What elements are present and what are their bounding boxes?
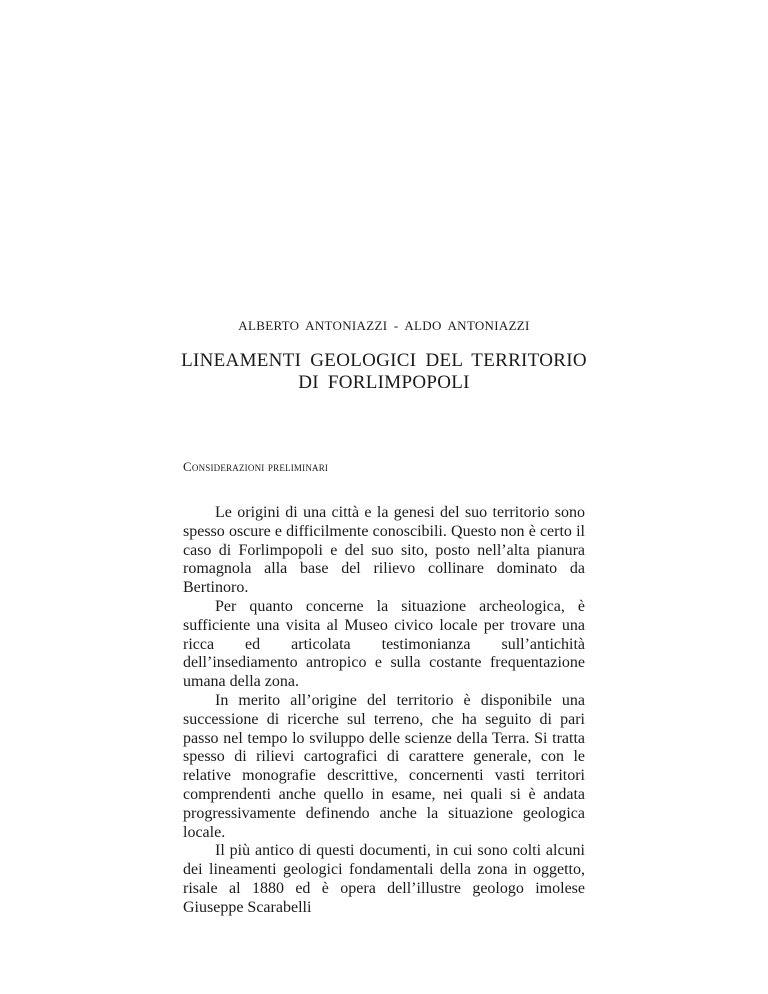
section-heading: Considerazioni preliminari (183, 459, 329, 474)
paragraph: Le origini di una città e la genesi del suo territorio sono spesso oscure e difficilmente conoscibili. Questo non è certo il caso di Forlimpopoli e del suo sito, posto nell’alta pianura romagnola alla base del rilievo collinare dominato da Bertinoro. (183, 504, 585, 597)
article-title-line-2: DI FORLIMPOPOLI (298, 372, 470, 393)
paragraph: Per quanto concerne la situazione archeologica, è sufficiente una visita al Museo civico locale per trovare una ricca ed articolata testimonianza sull’antichità dell’insediamento antropico e sulla costante frequentazione umana della zona. (183, 597, 585, 691)
paragraph: In merito all’origine del territorio è disponibile una successione di ricerche sul terreno, che ha seguito di pari passo nel tempo lo sviluppo delle scienze della Terra. Si tratta spesso di rilievi cartografici di carattere generale, con le relative monografie descrittive, concernenti vasti territori comprendenti anche quello in esame, nei quali si è andata progressivamente definendo anche la situazione geologica locale. (183, 691, 585, 841)
article-title (0, 350, 768, 394)
authors-line: ALBERTO ANTONIAZZI - ALDO ANTONIAZZI (238, 318, 530, 333)
paragraph: Il più antico di questi documenti, in cui sono colti alcuni dei lineamenti geologici fondamentali della zona in oggetto, risale al 1880 ed è opera dell’illustre geologo imolese Giuseppe Scarabelli (183, 842, 585, 916)
body-text (183, 504, 585, 918)
article-title-line-1: LINEAMENTI GEOLOGICI DEL TERRITORIO (181, 350, 587, 371)
